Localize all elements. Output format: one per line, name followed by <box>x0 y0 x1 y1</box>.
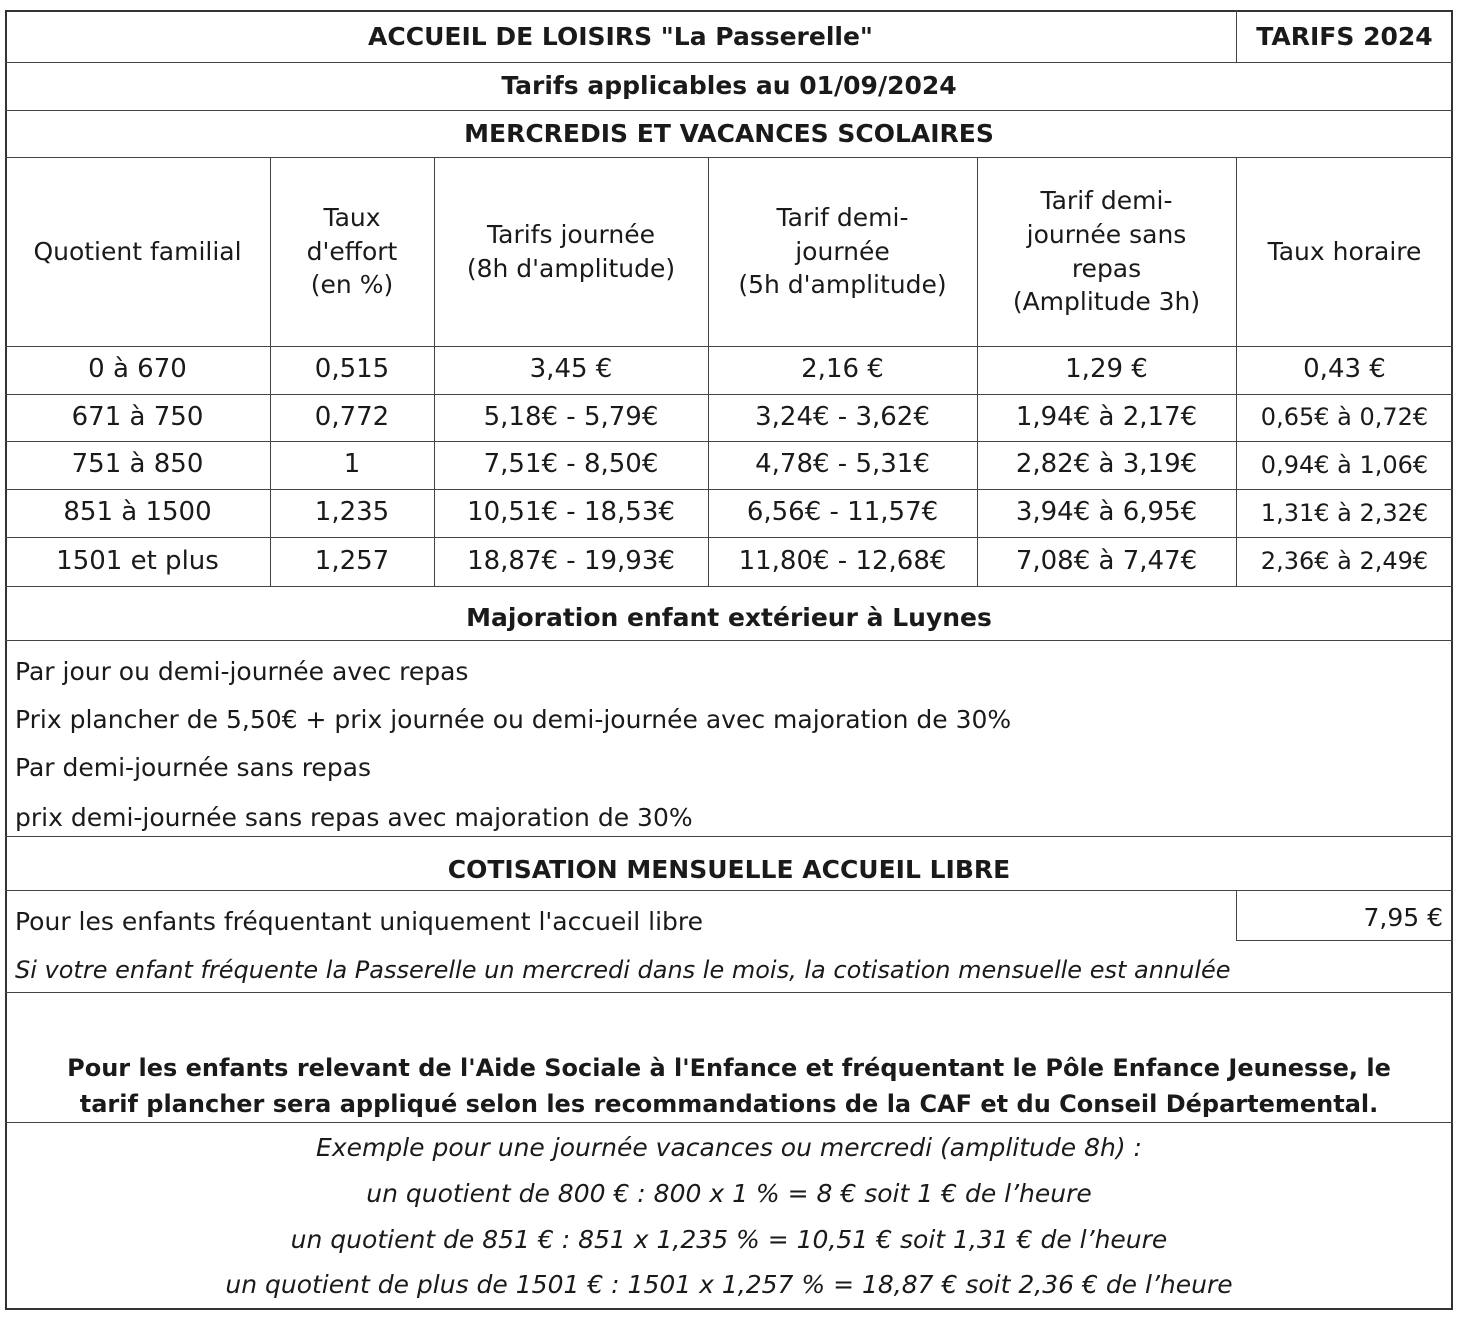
rule <box>5 586 1453 587</box>
majoration-line: Par jour ou demi-journée avec repas <box>15 657 469 686</box>
section-title: MERCREDIS ET VACANCES SCOLAIRES <box>464 118 994 148</box>
table-cell: 1,257 <box>314 545 390 576</box>
table-cell: 0,515 <box>314 354 390 385</box>
table-cell: 0,94€ à 1,06€ <box>1260 450 1429 479</box>
rule <box>5 640 1453 641</box>
table-cell: 0,43 € <box>1303 354 1386 385</box>
table-cell: 2,82€ à 3,19€ <box>1015 449 1198 480</box>
ase-notice-line-1: Pour les enfants relevant de l'Aide Sociale à l'Enfance et fréquentant le Pôle Enfance Jeunesse, le <box>67 1053 1391 1082</box>
document-title: ACCUEIL DE LOISIRS "La Passerelle" <box>368 22 873 51</box>
table-cell: 4,78€ - 5,31€ <box>755 449 930 480</box>
table-cell: 0,65€ à 0,72€ <box>1260 403 1429 432</box>
col-header-taux-horaire: Taux horaire <box>1267 236 1422 266</box>
majoration-line: Prix plancher de 5,50€ + prix journée ou demi-journée avec majoration de 30% <box>15 705 1012 734</box>
table-cell: 18,87€ - 19,93€ <box>467 545 675 576</box>
table-cell: 3,24€ - 3,62€ <box>755 401 930 432</box>
majoration-title: Majoration enfant extérieur à Luynes <box>466 603 992 632</box>
example-line: un quotient de plus de 1501 € : 1501 x 1,257 % = 18,87 € soit 2,36 € de l’heure <box>225 1270 1233 1299</box>
year-badge: TARIFS 2024 <box>1256 22 1433 51</box>
cotisation-amount: 7,95 € <box>1363 903 1443 932</box>
col-header-taux-effort: Taux d'effort (en %) <box>306 202 398 300</box>
majoration-line: Par demi-journée sans repas <box>15 753 372 782</box>
col-header-quotient: Quotient familial <box>33 236 242 266</box>
col-header-tarif-journee: Tarifs journée (8h d'amplitude) <box>466 219 676 283</box>
example-line: Exemple pour une journée vacances ou mercredi (amplitude 8h) : <box>316 1133 1142 1162</box>
table-cell: 10,51€ - 18,53€ <box>467 497 675 528</box>
rule <box>1236 940 1453 941</box>
cotisation-note: Si votre enfant fréquente la Passerelle un mercredi dans le mois, la cotisation mensuelle est annulée <box>15 955 1231 984</box>
table-cell: 2,36€ à 2,49€ <box>1260 547 1429 576</box>
table-cell: 0,772 <box>314 401 390 432</box>
cotisation-title: COTISATION MENSUELLE ACCUEIL LIBRE <box>447 855 1011 884</box>
table-cell: 3,45 € <box>529 354 613 385</box>
example-line: un quotient de 800 € : 800 x 1 % = 8 € soit 1 € de l’heure <box>366 1179 1092 1208</box>
ase-notice-line-2: tarif plancher sera appliqué selon les recommandations de la CAF et du Conseil Départemental. <box>79 1089 1379 1118</box>
table-cell: 1,31€ à 2,32€ <box>1260 498 1429 527</box>
table-cell: 0 à 670 <box>88 354 187 385</box>
table-cell: 2,16 € <box>801 354 884 385</box>
table-cell: 7,51€ - 8,50€ <box>483 449 659 480</box>
col-header-demi-journee: Tarif demi- journée (5h d'amplitude) <box>738 202 947 300</box>
table-cell: 1,94€ à 2,17€ <box>1015 401 1198 432</box>
cotisation-label: Pour les enfants fréquentant uniquement l'accueil libre <box>15 907 704 936</box>
table-cell: 851 à 1500 <box>63 497 212 528</box>
table-cell: 11,80€ - 12,68€ <box>738 545 947 576</box>
table-cell: 6,56€ - 11,57€ <box>746 497 939 528</box>
table-cell: 7,08€ à 7,47€ <box>1015 545 1198 576</box>
table-cell: 1501 et plus <box>56 545 219 576</box>
majoration-line: prix demi-journée sans repas avec majoration de 30% <box>15 803 693 832</box>
table-cell: 751 à 850 <box>71 449 204 480</box>
example-line: un quotient de 851 € : 851 x 1,235 % = 10,51 € soit 1,31 € de l’heure <box>290 1225 1168 1254</box>
table-cell: 5,18€ - 5,79€ <box>483 401 659 432</box>
applicable-date: Tarifs applicables au 01/09/2024 <box>501 71 957 100</box>
table-cell: 3,94€ à 6,95€ <box>1015 497 1198 528</box>
table-cell: 1,235 <box>314 497 390 528</box>
table-cell: 1,29 € <box>1065 354 1148 385</box>
table-cell: 1 <box>343 449 361 480</box>
rule <box>5 992 1453 993</box>
col-header-demi-journee-sans-repas: Tarif demi- journée sans repas (Amplitude 3h) <box>1012 186 1201 317</box>
table-cell: 671 à 750 <box>71 401 204 432</box>
